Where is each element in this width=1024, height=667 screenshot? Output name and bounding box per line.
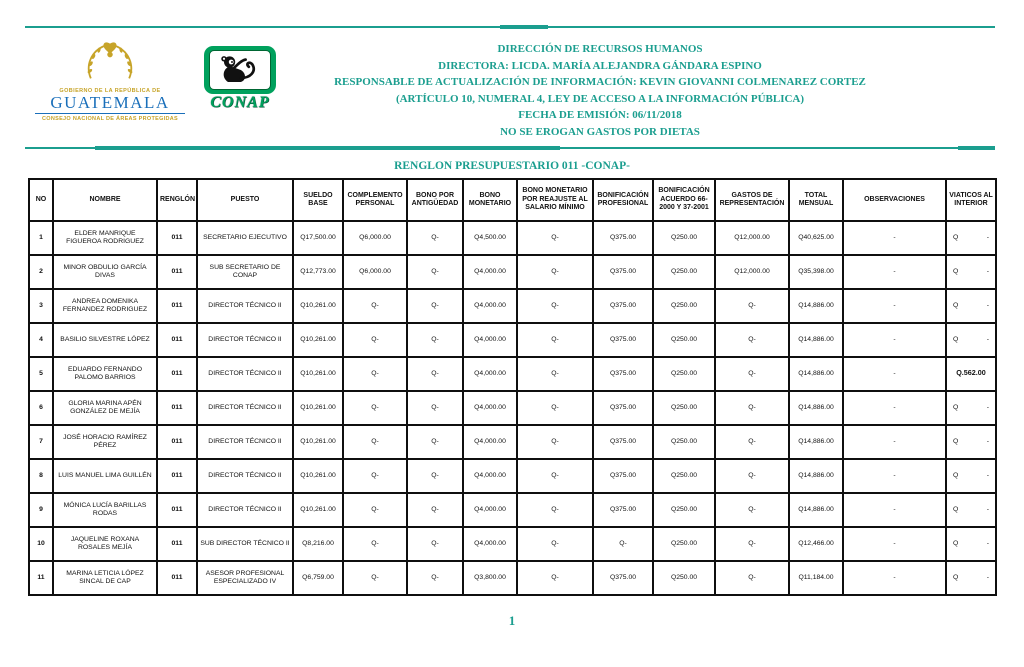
cell-gastos-representacion: Q- [715, 357, 789, 391]
cell-no: 6 [29, 391, 53, 425]
document-header-text [300, 41, 900, 141]
cell-complemento-personal: Q- [343, 459, 407, 493]
page-number: 1 [508, 613, 516, 628]
cell-bonificacion-acuerdo: Q250.00 [653, 323, 715, 357]
cell-bono-reajuste: Q- [517, 561, 593, 595]
cell-bono-monetario: Q4,000.00 [463, 255, 517, 289]
cell-gastos-representacion: Q- [715, 459, 789, 493]
cell-nombre: MINOR OBDULIO GARCÍA DIVAS [53, 255, 157, 289]
cell-gastos-representacion: Q- [715, 391, 789, 425]
column-header-bonificacion-profesional: BONIFICACIÓN PROFESIONAL [593, 179, 653, 221]
cell-total-mensual: Q14,886.00 [789, 425, 843, 459]
header-line-fecha-emision: FECHA DE EMISIÓN: 06/11/2018 [518, 109, 682, 122]
cell-renglon: 011 [157, 221, 197, 255]
cell-bonificacion-acuerdo: Q250.00 [653, 391, 715, 425]
cell-bonificacion-profesional: Q375.00 [593, 425, 653, 459]
cell-bono-antiguedad: Q- [407, 323, 463, 357]
cell-bonificacion-profesional: Q375.00 [593, 493, 653, 527]
cell-bono-monetario: Q3,800.00 [463, 561, 517, 595]
cell-renglon: 011 [157, 527, 197, 561]
cell-bono-antiguedad: Q- [407, 255, 463, 289]
laurel-wreath-icon [77, 40, 143, 82]
cell-bonificacion-acuerdo: Q250.00 [653, 561, 715, 595]
table-body [29, 221, 996, 595]
cell-nombre: MARINA LETICIA LÓPEZ SINCAL DE CAP [53, 561, 157, 595]
cell-viaticos: Q - [946, 425, 996, 459]
header-bottom-rule-segment-right [958, 146, 995, 150]
cell-sueldo-base: Q10,261.00 [293, 323, 343, 357]
cell-bono-monetario: Q4,000.00 [463, 289, 517, 323]
cell-puesto: DIRECTOR TÉCNICO II [197, 391, 293, 425]
cell-no: 5 [29, 357, 53, 391]
cell-no: 8 [29, 459, 53, 493]
cell-bonificacion-profesional: Q375.00 [593, 561, 653, 595]
cell-nombre: LUIS MANUEL LIMA GUILLÉN [53, 459, 157, 493]
cell-bono-reajuste: Q- [517, 221, 593, 255]
cell-bono-antiguedad: Q- [407, 357, 463, 391]
table-row [29, 561, 996, 595]
cell-viaticos: Q - [946, 221, 996, 255]
cell-gastos-representacion: Q- [715, 527, 789, 561]
column-header-bonificacion-acuerdo: BONIFICACIÓN ACUERDO 66-2000 Y 37-2001 [653, 179, 715, 221]
cell-total-mensual: Q35,398.00 [789, 255, 843, 289]
cell-sueldo-base: Q10,261.00 [293, 425, 343, 459]
cell-bonificacion-acuerdo: Q250.00 [653, 425, 715, 459]
cell-gastos-representacion: Q- [715, 425, 789, 459]
cell-bonificacion-profesional: Q375.00 [593, 323, 653, 357]
header-line-direccion: DIRECCIÓN DE RECURSOS HUMANOS [497, 43, 703, 55]
cell-sueldo-base: Q12,773.00 [293, 255, 343, 289]
cell-complemento-personal: Q6,000.00 [343, 221, 407, 255]
conap-logo-inner [209, 50, 271, 90]
cell-viaticos: Q.562.00 [946, 357, 996, 391]
cell-bono-reajuste: Q- [517, 323, 593, 357]
header-line-directora: DIRECTORA: LICDA. MARÍA ALEJANDRA GÁNDARA ESPINO [438, 59, 762, 72]
cell-total-mensual: Q40,625.00 [789, 221, 843, 255]
cell-bono-monetario: Q4,000.00 [463, 459, 517, 493]
cell-viaticos: Q - [946, 391, 996, 425]
cell-puesto: ASESOR PROFESIONAL ESPECIALIZADO IV [197, 561, 293, 595]
cell-observaciones: - [843, 221, 946, 255]
cell-bono-antiguedad: Q- [407, 561, 463, 595]
cell-puesto: DIRECTOR TÉCNICO II [197, 289, 293, 323]
cell-sueldo-base: Q10,261.00 [293, 357, 343, 391]
cell-nombre: BASILIO SILVESTRE LÓPEZ [53, 323, 157, 357]
cell-bonificacion-acuerdo: Q250.00 [653, 493, 715, 527]
cell-bono-reajuste: Q- [517, 391, 593, 425]
cell-renglon: 011 [157, 425, 197, 459]
cell-bono-antiguedad: Q- [407, 459, 463, 493]
cell-no: 10 [29, 527, 53, 561]
cell-bono-monetario: Q4,000.00 [463, 391, 517, 425]
header-line-responsable: RESPONSABLE DE ACTUALIZACIÓN DE INFORMACIÓN: KEVIN GIOVANNI COLMENAREZ CORTEZ [334, 76, 866, 89]
table-row [29, 323, 996, 357]
cell-complemento-personal: Q- [343, 357, 407, 391]
cell-renglon: 011 [157, 323, 197, 357]
cell-bonificacion-profesional: Q375.00 [593, 391, 653, 425]
column-header-viaticos: VIATICOS AL INTERIOR [946, 179, 996, 221]
cell-bono-reajuste: Q- [517, 527, 593, 561]
cell-total-mensual: Q12,466.00 [789, 527, 843, 561]
cell-renglon: 011 [157, 561, 197, 595]
column-header-observaciones: OBSERVACIONES [843, 179, 946, 221]
cell-nombre: EDUARDO FERNANDO PALOMO BARRIOS [53, 357, 157, 391]
cell-bono-antiguedad: Q- [407, 221, 463, 255]
guatemala-logo-name: GUATEMALA [35, 94, 185, 114]
cell-puesto: SECRETARIO EJECUTIVO [197, 221, 293, 255]
cell-nombre: JOSÉ HORACIO RAMÍREZ PÉREZ [53, 425, 157, 459]
cell-renglon: 011 [157, 391, 197, 425]
cell-bono-reajuste: Q- [517, 255, 593, 289]
cell-no: 11 [29, 561, 53, 595]
cell-bonificacion-profesional: Q375.00 [593, 221, 653, 255]
cell-bono-antiguedad: Q- [407, 425, 463, 459]
cell-bonificacion-profesional: Q375.00 [593, 289, 653, 323]
column-header-nombre: NOMBRE [53, 179, 157, 221]
cell-puesto: DIRECTOR TÉCNICO II [197, 459, 293, 493]
cell-bonificacion-acuerdo: Q250.00 [653, 289, 715, 323]
cell-complemento-personal: Q- [343, 561, 407, 595]
cell-puesto: DIRECTOR TÉCNICO II [197, 323, 293, 357]
cell-bonificacion-acuerdo: Q250.00 [653, 459, 715, 493]
cell-bono-antiguedad: Q- [407, 527, 463, 561]
cell-sueldo-base: Q6,759.00 [293, 561, 343, 595]
cell-observaciones: - [843, 255, 946, 289]
cell-observaciones: - [843, 493, 946, 527]
cell-bonificacion-profesional: Q375.00 [593, 357, 653, 391]
column-header-sueldo-base: SUELDO BASE [293, 179, 343, 221]
table-row [29, 289, 996, 323]
cell-observaciones: - [843, 527, 946, 561]
cell-bonificacion-acuerdo: Q250.00 [653, 357, 715, 391]
header-line-dietas: NO SE EROGAN GASTOS POR DIETAS [500, 125, 700, 138]
cell-no: 4 [29, 323, 53, 357]
cell-bono-monetario: Q4,000.00 [463, 323, 517, 357]
cell-bono-reajuste: Q- [517, 459, 593, 493]
cell-complemento-personal: Q- [343, 289, 407, 323]
cell-nombre: GLORIA MARINA APÉN GONZÁLEZ DE MEJÍA [53, 391, 157, 425]
column-header-gastos-representacion: GASTOS DE REPRESENTACIÓN [715, 179, 789, 221]
column-header-bono-antiguedad: BONO POR ANTIGÜEDAD [407, 179, 463, 221]
table-row [29, 357, 996, 391]
cell-complemento-personal: Q- [343, 425, 407, 459]
table-row [29, 221, 996, 255]
table-row [29, 425, 996, 459]
cell-renglon: 011 [157, 459, 197, 493]
cell-puesto: DIRECTOR TÉCNICO II [197, 493, 293, 527]
table-row [29, 527, 996, 561]
payroll-table [28, 178, 997, 596]
cell-no: 9 [29, 493, 53, 527]
cell-total-mensual: Q11,184.00 [789, 561, 843, 595]
cell-bono-antiguedad: Q- [407, 289, 463, 323]
cell-total-mensual: Q14,886.00 [789, 323, 843, 357]
cell-bonificacion-acuerdo: Q250.00 [653, 527, 715, 561]
cell-no: 3 [29, 289, 53, 323]
cell-bono-reajuste: Q- [517, 425, 593, 459]
cell-sueldo-base: Q10,261.00 [293, 289, 343, 323]
cell-no: 1 [29, 221, 53, 255]
cell-viaticos: Q - [946, 255, 996, 289]
cell-puesto: SUB DIRECTOR TÉCNICO II [197, 527, 293, 561]
cell-complemento-personal: Q- [343, 493, 407, 527]
cell-sueldo-base: Q8,216.00 [293, 527, 343, 561]
cell-total-mensual: Q14,886.00 [789, 391, 843, 425]
cell-sueldo-base: Q10,261.00 [293, 459, 343, 493]
cell-bono-reajuste: Q- [517, 493, 593, 527]
cell-total-mensual: Q14,886.00 [789, 459, 843, 493]
cell-renglon: 011 [157, 357, 197, 391]
cell-nombre: ELDER MANRIQUE FIGUEROA RODRIGUEZ [53, 221, 157, 255]
header-line-articulo: (ARTÍCULO 10, NUMERAL 4, LEY DE ACCESO A LA INFORMACIÓN PÚBLICA) [395, 92, 805, 105]
cell-complemento-personal: Q- [343, 323, 407, 357]
cell-nombre: ANDREA DOMENIKA FERNANDEZ RODRIGUEZ [53, 289, 157, 323]
cell-renglon: 011 [157, 289, 197, 323]
cell-observaciones: - [843, 459, 946, 493]
conap-logo-frame [204, 46, 276, 94]
cell-bonificacion-acuerdo: Q250.00 [653, 255, 715, 289]
cell-renglon: 011 [157, 255, 197, 289]
cell-viaticos: Q - [946, 561, 996, 595]
cell-no: 2 [29, 255, 53, 289]
cell-bono-antiguedad: Q- [407, 493, 463, 527]
table-row [29, 255, 996, 289]
cell-observaciones: - [843, 391, 946, 425]
cell-bono-monetario: Q4,000.00 [463, 425, 517, 459]
column-header-total-mensual: TOTAL MENSUAL [789, 179, 843, 221]
cell-gastos-representacion: Q- [715, 561, 789, 595]
cell-nombre: MÓNICA LUCÍA BARILLAS RODAS [53, 493, 157, 527]
cell-bono-monetario: Q4,000.00 [463, 357, 517, 391]
cell-total-mensual: Q14,886.00 [789, 357, 843, 391]
cell-nombre: JAQUELINE ROXANA ROSALES MEJÍA [53, 527, 157, 561]
header-bottom-rule-segment [95, 146, 560, 150]
cell-bono-monetario: Q4,000.00 [463, 493, 517, 527]
table-header-row [29, 179, 996, 221]
column-header-no: NO [29, 179, 53, 221]
cell-puesto: DIRECTOR TÉCNICO II [197, 357, 293, 391]
cell-gastos-representacion: Q- [715, 493, 789, 527]
column-header-complemento-personal: COMPLEMENTO PERSONAL [343, 179, 407, 221]
cell-viaticos: Q - [946, 289, 996, 323]
cell-puesto: SUB SECRETARIO DE CONAP [197, 255, 293, 289]
column-header-puesto: PUESTO [197, 179, 293, 221]
cell-bonificacion-profesional: Q- [593, 527, 653, 561]
cell-bono-monetario: Q4,500.00 [463, 221, 517, 255]
cell-renglon: 011 [157, 493, 197, 527]
cell-sueldo-base: Q17,500.00 [293, 221, 343, 255]
header-top-rule-segment [500, 25, 548, 29]
guatemala-logo [35, 40, 185, 122]
cell-total-mensual: Q14,886.00 [789, 289, 843, 323]
cell-no: 7 [29, 425, 53, 459]
table-row [29, 459, 996, 493]
cell-gastos-representacion: Q12,000.00 [715, 255, 789, 289]
cell-bono-antiguedad: Q- [407, 391, 463, 425]
cell-complemento-personal: Q- [343, 391, 407, 425]
table-row [29, 493, 996, 527]
cell-total-mensual: Q14,886.00 [789, 493, 843, 527]
cell-bonificacion-profesional: Q375.00 [593, 255, 653, 289]
cell-viaticos: Q - [946, 323, 996, 357]
cell-viaticos: Q - [946, 527, 996, 561]
cell-puesto: DIRECTOR TÉCNICO II [197, 425, 293, 459]
cell-bonificacion-acuerdo: Q250.00 [653, 221, 715, 255]
cell-bono-reajuste: Q- [517, 357, 593, 391]
cell-observaciones: - [843, 323, 946, 357]
column-header-bono-reajuste: BONO MONETARIO POR REAJUSTE AL SALARIO MÍNIMO [517, 179, 593, 221]
cell-sueldo-base: Q10,261.00 [293, 391, 343, 425]
cell-bono-monetario: Q4,000.00 [463, 527, 517, 561]
guatemala-logo-line3: CONSEJO NACIONAL DE ÁREAS PROTEGIDAS [42, 116, 178, 122]
cell-bonificacion-profesional: Q375.00 [593, 459, 653, 493]
conap-monkey-icon [214, 54, 266, 86]
cell-observaciones: - [843, 357, 946, 391]
cell-viaticos: Q - [946, 493, 996, 527]
cell-complemento-personal: Q6,000.00 [343, 255, 407, 289]
table-row [29, 391, 996, 425]
cell-gastos-representacion: Q- [715, 289, 789, 323]
column-header-bono-monetario: BONO MONETARIO [463, 179, 517, 221]
cell-gastos-representacion: Q- [715, 323, 789, 357]
cell-observaciones: - [843, 561, 946, 595]
cell-complemento-personal: Q- [343, 527, 407, 561]
conap-logo [200, 46, 280, 111]
conap-logo-label: CONAP [210, 94, 270, 111]
cell-observaciones: - [843, 425, 946, 459]
cell-viaticos: Q - [946, 459, 996, 493]
cell-sueldo-base: Q10,261.00 [293, 493, 343, 527]
cell-gastos-representacion: Q12,000.00 [715, 221, 789, 255]
guatemala-logo-line1: GOBIERNO DE LA REPÚBLICA DE [59, 88, 161, 94]
column-header-renglon: RENGLÓN [157, 179, 197, 221]
table-title: RENGLON PRESUPUESTARIO 011 -CONAP- [394, 160, 630, 172]
cell-observaciones: - [843, 289, 946, 323]
cell-bono-reajuste: Q- [517, 289, 593, 323]
